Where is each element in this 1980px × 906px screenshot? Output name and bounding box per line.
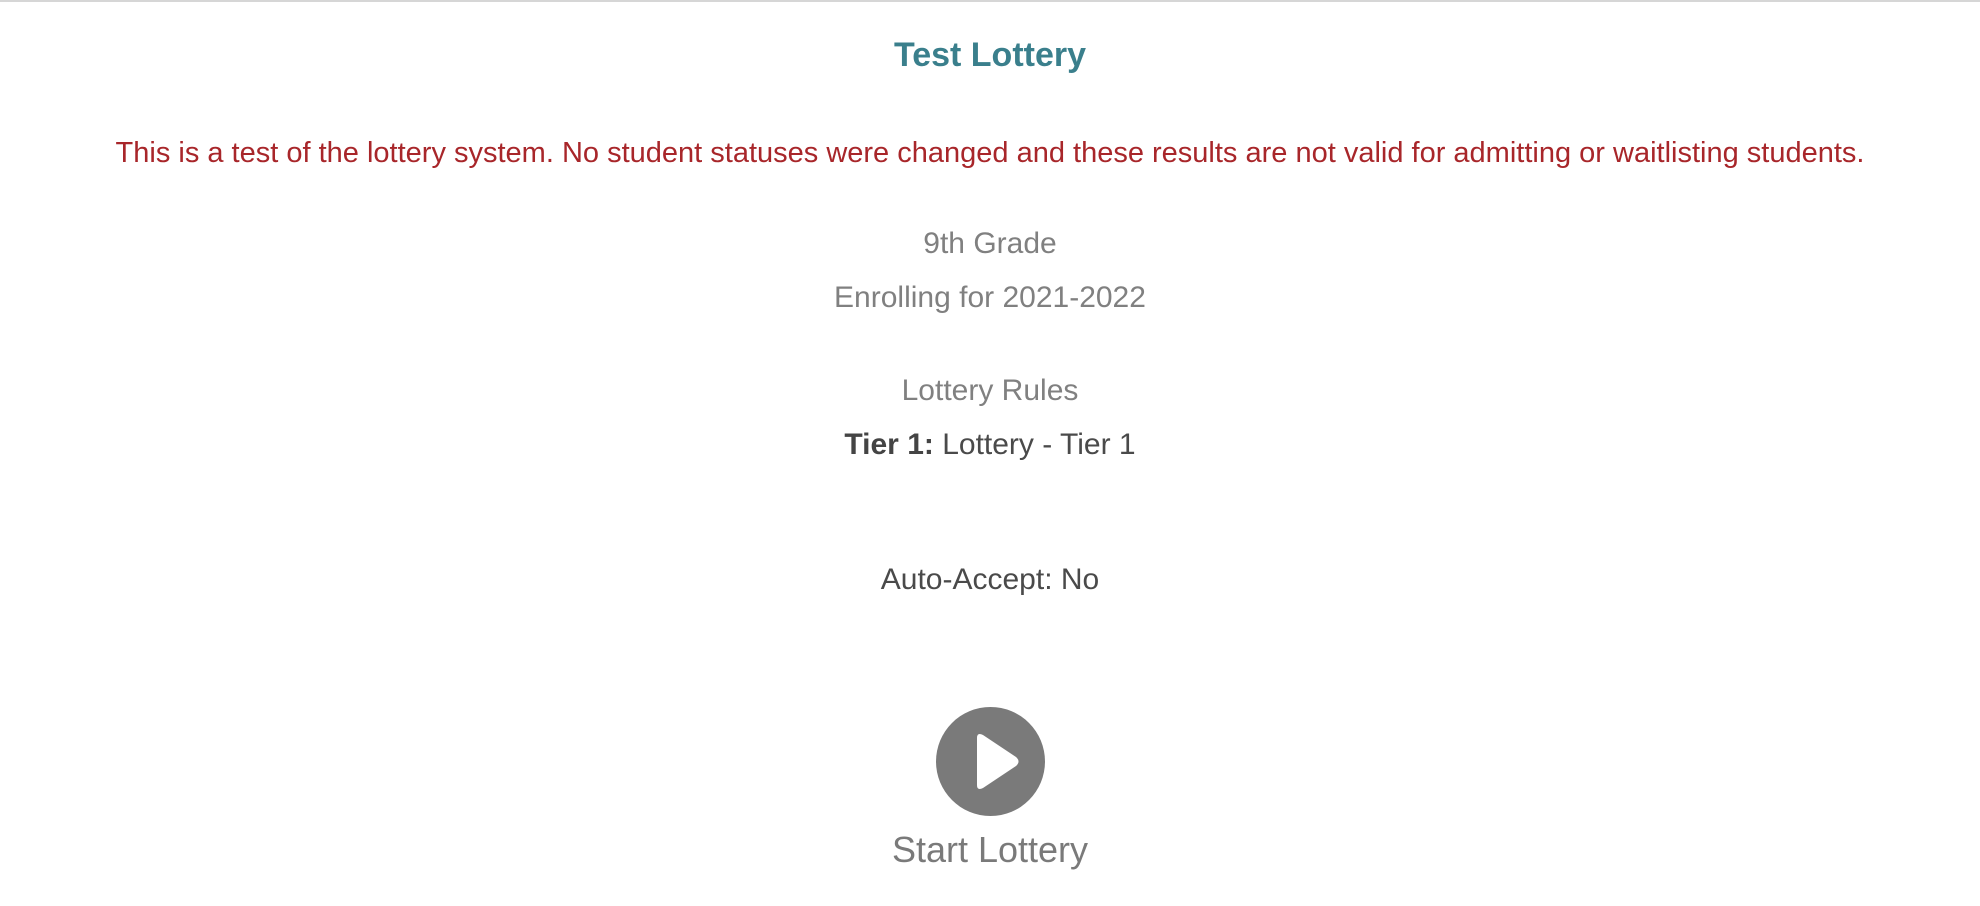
lottery-rule-tier-1 <box>0 426 1980 464</box>
test-warning-message: This is a test of the lottery system. No student statuses were changed and these results are not valid for admitting or waitlisting students. <box>115 137 1865 169</box>
grade-label: 9th Grade <box>923 227 1057 260</box>
start-lottery-button[interactable] <box>880 700 1100 880</box>
page-title: Test Lottery <box>893 36 1087 74</box>
top-divider <box>0 0 1980 2</box>
rule-tier-label: Tier 1: <box>844 428 934 461</box>
rule-tier-value: Lottery - Tier 1 <box>933 428 1136 461</box>
lottery-rules-heading: Lottery Rules <box>901 374 1079 407</box>
auto-accept-status: Auto-Accept: No <box>880 563 1100 596</box>
start-lottery-label[interactable]: Start Lottery <box>891 829 1089 870</box>
play-icon[interactable] <box>936 707 1045 816</box>
enrollment-year: Enrolling for 2021-2022 <box>834 281 1146 314</box>
